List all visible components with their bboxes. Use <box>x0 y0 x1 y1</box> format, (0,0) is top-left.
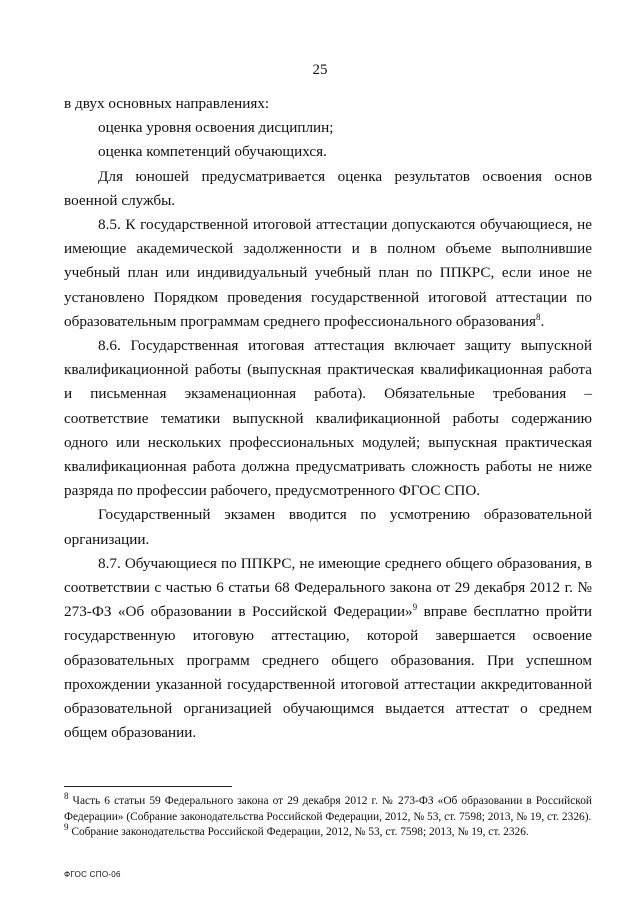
document-code: ФГОС СПО-06 <box>64 870 121 879</box>
paragraph-8-5 <box>64 213 592 334</box>
footnote-divider <box>64 786 232 787</box>
footnote-text: Собрание законодательства Российской Федерации, 2012, № 53, ст. 7598; 2013, № 19, ст. 2326. <box>68 826 529 838</box>
paragraph-text: 8.5. К государственной итоговой аттестации допускаются обучающиеся, не имеющие академической задолженности и в полном объеме выполнившие учебный план или индивидуальный учебный план по ППКРС, если иное не установлено Порядком проведения государственной итоговой аттестации по образовательным программам среднего профессионального образования <box>64 216 592 330</box>
footnote-ref: 8 <box>536 311 541 322</box>
paragraph-text-end: вправе бесплатно пройти государственную итоговую аттестацию, которой завершается освоение образовательных программ среднего общего образования. При успешном прохождении указанной государственной итоговой аттестации аккредитованной образовательной организацией обучающимся выдается аттестат о среднем общем образовании. <box>64 603 592 742</box>
paragraph: Для юношей предусматривается оценка результатов освоения основ военной службы. <box>64 167 592 209</box>
paragraph-8-6: 8.6. Государственная итоговая аттестация включает защиту выпускной квалификационной работы (выпускная практическая квалификационная работа и письменная экзаменационная работа). Обязательные требования – соответствие тематики выпускной квалификационной работы содержанию одного или нескольких профессиональных модулей; выпускная практическая квалификационная работа должна предусматривать сложность работы не ниже разряда по профессии рабочего, предусмотренного ФГОС СПО. <box>64 337 592 500</box>
footnote <box>64 791 592 825</box>
footnote-mark: 8 <box>64 791 69 802</box>
page-number: 25 <box>312 62 328 78</box>
footnote-text: Часть 6 статьи 59 Федерального закона от 29 декабря 2012 г. № 273-ФЗ «Об образовании в Российской Федерации» (Собрание законодательства Российской Федерации, 2012, № 53, ст. 7598; 2013, № 19, ст. 2326). <box>64 795 592 823</box>
footnotes <box>64 791 592 841</box>
paragraph: в двух основных направлениях: <box>64 95 270 112</box>
paragraph-list-item: оценка уровня освоения дисциплин; <box>98 119 334 137</box>
paragraph-list-item: оценка компетенций обучающихся. <box>98 143 327 161</box>
footnote-mark: 9 <box>64 822 69 833</box>
paragraph-text-end: . <box>540 312 545 330</box>
paragraph-text: 8.7. Обучающиеся по ППКРС, не имеющие среднего общего образования, в соответствии с частью 6 статьи 68 Федерального закона от 29 декабря 2012 г. № 273-ФЗ «Об образовании в Российской Федерации» <box>64 554 592 621</box>
footnote-ref: 9 <box>412 602 418 613</box>
footnote <box>64 822 592 841</box>
paragraph-8-7 <box>64 552 592 746</box>
document-body <box>64 92 592 745</box>
paragraph: Государственный экзамен вводится по усмотрению образовательной организации. <box>64 506 592 548</box>
